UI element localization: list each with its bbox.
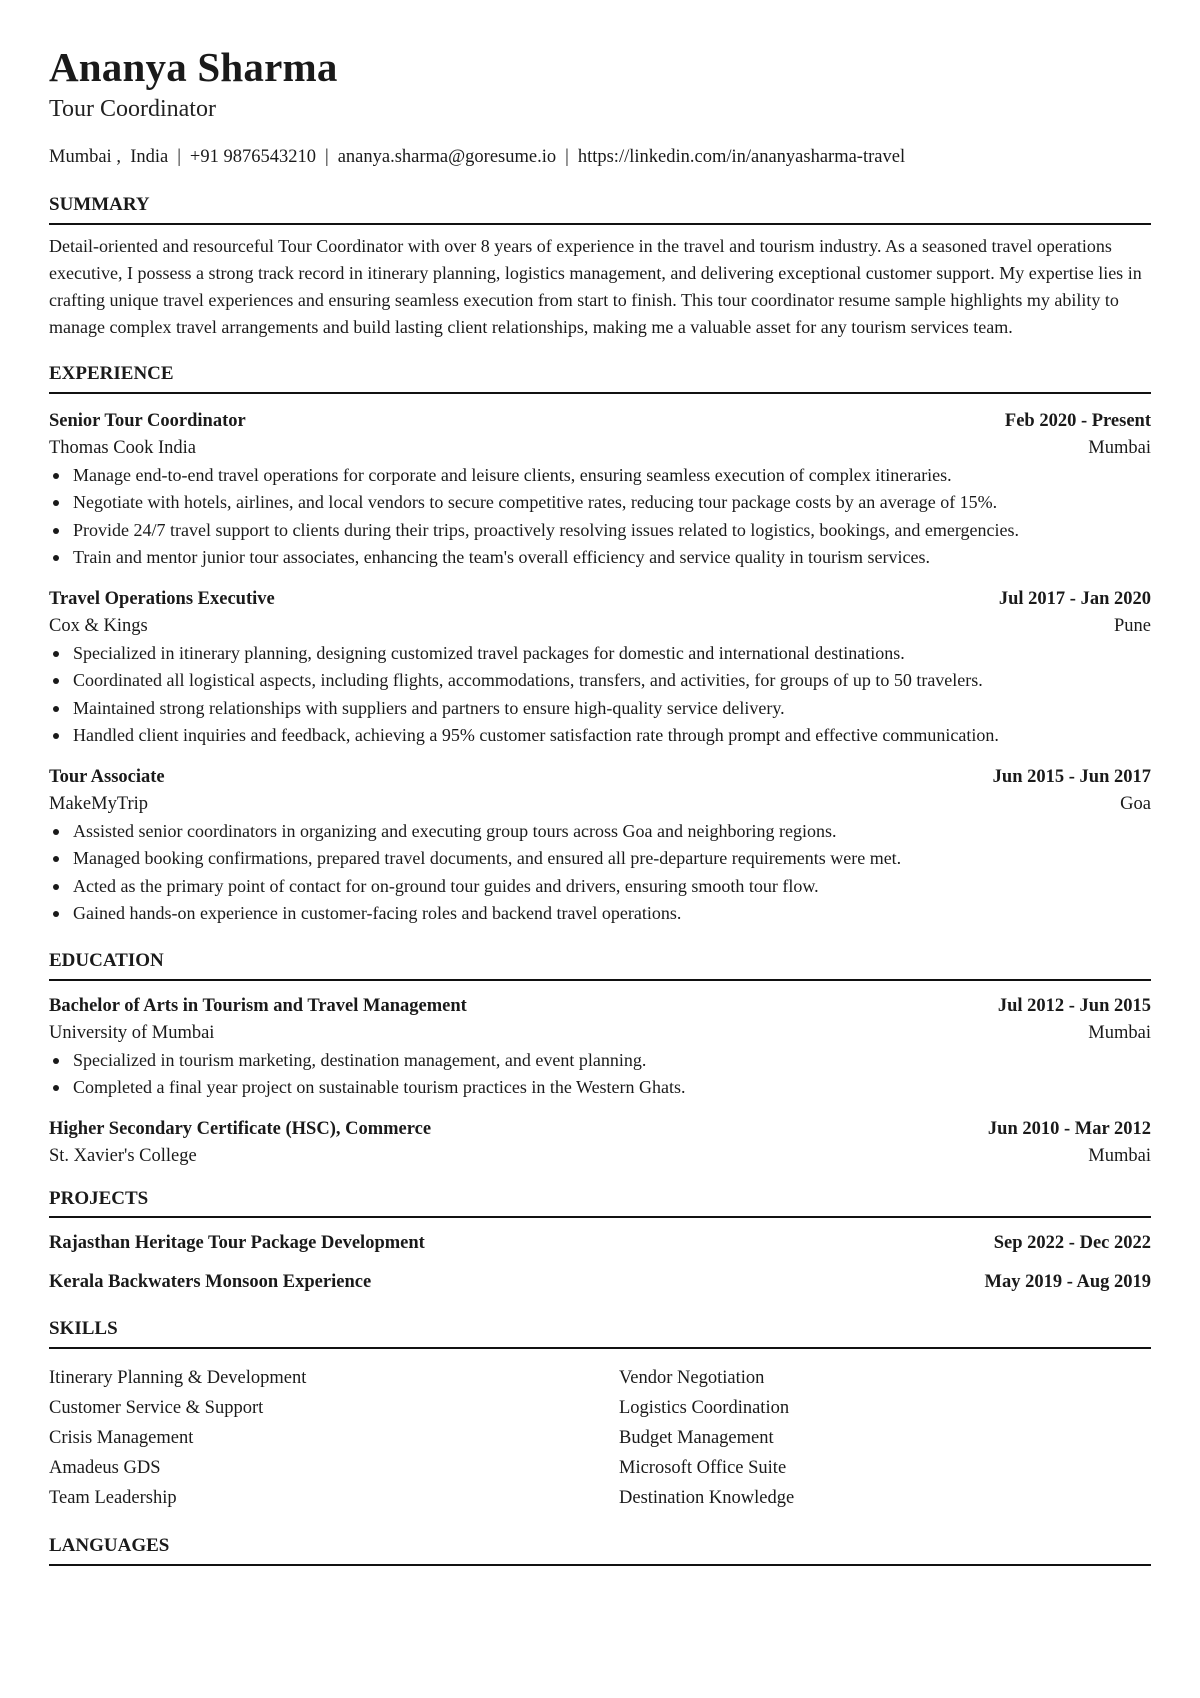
bullet-item: Handled client inquiries and feedback, achieving a 95% customer satisfaction rate through prompt and effective communication. (49, 722, 1151, 750)
skills-section (49, 1318, 1151, 1513)
project-dates: May 2019 - Aug 2019 (984, 1272, 1151, 1293)
skill-item: Vendor Negotiation (619, 1368, 765, 1389)
job-bullets (49, 462, 1151, 572)
project-name: Rajasthan Heritage Tour Package Development (49, 1233, 425, 1254)
skill-item: Destination Knowledge (619, 1488, 795, 1509)
job-dates: Jun 2015 - Jun 2017 (992, 766, 1151, 787)
job-title: Travel Operations Executive (49, 588, 275, 609)
education-dates: Jun 2010 - Mar 2012 (987, 1118, 1151, 1139)
experience-section (49, 363, 1151, 928)
skill-item: Amadeus GDS (49, 1458, 161, 1479)
bullet-item: Coordinated all logistical aspects, including flights, accommodations, transfers, and activities, for groups of up to 50 travelers. (49, 667, 1151, 695)
contact-phone: +91 9876543210 (189, 146, 316, 167)
school-location: Mumbai (1088, 1022, 1151, 1043)
bullet-item: Gained hands-on experience in customer-facing roles and backend travel operations. (49, 900, 1151, 928)
school-name: University of Mumbai (49, 1022, 215, 1043)
project-dates: Sep 2022 - Dec 2022 (993, 1233, 1151, 1254)
education-entry (49, 993, 1151, 1102)
skills-column-right (619, 1363, 1151, 1513)
section-heading: SKILLS (49, 1318, 1151, 1349)
degree-name: Higher Secondary Certificate (HSC), Commerce (49, 1118, 432, 1139)
bullet-item: Specialized in tourism marketing, destination management, and event planning. (49, 1047, 1151, 1075)
education-bullets (49, 1047, 1151, 1102)
skills-column-left (49, 1363, 619, 1513)
bullet-item: Train and mentor junior tour associates, enhancing the team's overall efficiency and service quality in tourism services. (49, 544, 1151, 572)
company-name: Thomas Cook India (49, 437, 196, 458)
bullet-item: Assisted senior coordinators in organizing and executing group tours across Goa and neighboring regions. (49, 818, 1151, 846)
skill-item: Itinerary Planning & Development (49, 1368, 307, 1389)
projects-section (49, 1188, 1151, 1297)
section-heading: EDUCATION (49, 950, 1151, 981)
bullet-item: Managed booking confirmations, prepared travel documents, and ensured all pre-departure requirements were met. (49, 845, 1151, 873)
section-heading: LANGUAGES (49, 1535, 1151, 1566)
skill-item: Budget Management (619, 1428, 774, 1449)
skill-item: Customer Service & Support (49, 1398, 264, 1419)
experience-entry (49, 764, 1151, 928)
education-dates: Jul 2012 - Jun 2015 (997, 995, 1151, 1016)
project-name: Kerala Backwaters Monsoon Experience (49, 1272, 372, 1293)
section-heading: SUMMARY (49, 194, 1151, 225)
bullet-item: Completed a final year project on sustainable tourism practices in the Western Ghats. (49, 1074, 1151, 1102)
section-heading: EXPERIENCE (49, 363, 1151, 394)
bullet-item: Specialized in itinerary planning, designing customized travel packages for domestic and international destinations. (49, 640, 1151, 668)
education-section (49, 950, 1151, 1170)
languages-section (49, 1535, 1151, 1566)
candidate-name: Ananya Sharma (49, 44, 338, 90)
skill-item: Logistics Coordination (619, 1398, 790, 1419)
bullet-item: Acted as the primary point of contact for on-ground tour guides and drivers, ensuring smooth tour flow. (49, 873, 1151, 901)
job-dates: Feb 2020 - Present (1004, 410, 1151, 431)
job-bullets (49, 818, 1151, 928)
school-name: St. Xavier's College (49, 1145, 197, 1166)
contact-line (49, 146, 1151, 168)
project-entry (49, 1230, 1151, 1257)
contact-separator: | (565, 146, 569, 167)
experience-entry (49, 586, 1151, 750)
contact-linkedin[interactable]: https://linkedin.com/in/ananyasharma-travel (577, 146, 906, 167)
contact-email[interactable]: ananya.sharma@goresume.io (337, 146, 557, 167)
bullet-item: Negotiate with hotels, airlines, and local vendors to secure competitive rates, reducing tour package costs by an average of 15%. (49, 489, 1151, 517)
contact-separator: | (324, 146, 329, 167)
bullet-item: Maintained strong relationships with suppliers and partners to ensure high-quality service delivery. (49, 695, 1151, 723)
job-location: Goa (1120, 793, 1151, 814)
skills-grid (49, 1363, 1151, 1513)
candidate-title: Tour Coordinator (49, 96, 216, 123)
skill-item: Team Leadership (49, 1488, 177, 1509)
job-bullets (49, 640, 1151, 750)
job-location: Mumbai (1088, 437, 1151, 458)
education-entry (49, 1116, 1151, 1170)
contact-location: Mumbai , India (49, 146, 169, 167)
job-title: Tour Associate (49, 766, 165, 787)
job-location: Pune (1114, 615, 1151, 636)
school-location: Mumbai (1088, 1145, 1151, 1166)
skill-item: Crisis Management (49, 1428, 194, 1449)
summary-text: Detail-oriented and resourceful Tour Coordinator with over 8 years of experience in the travel and tourism industry. As a seasoned travel operations executive, I possess a strong track record in itinerary planning, logistics management, and delivering exceptional customer support. My expertise lies in crafting unique travel experiences and ensuring seamless execution from start to finish. This tour coordinator resume sample highlights my ability to manage complex travel arrangements and build lasting client relationships, making me a valuable asset for any tourism services team. (49, 235, 1142, 337)
company-name: MakeMyTrip (49, 793, 149, 814)
summary-section (49, 194, 1151, 341)
project-entry (49, 1269, 1151, 1296)
company-name: Cox & Kings (49, 615, 148, 636)
job-title: Senior Tour Coordinator (49, 410, 246, 431)
contact-separator: | (177, 146, 181, 167)
bullet-item: Provide 24/7 travel support to clients during their trips, proactively resolving issues related to logistics, bookings, and emergencies. (49, 517, 1151, 545)
skill-item: Microsoft Office Suite (619, 1458, 787, 1479)
experience-entry (49, 408, 1151, 572)
resume-header (49, 44, 1151, 168)
bullet-item: Manage end-to-end travel operations for corporate and leisure clients, ensuring seamless execution of complex itineraries. (49, 462, 1151, 490)
job-dates: Jul 2017 - Jan 2020 (998, 588, 1151, 609)
section-heading: PROJECTS (49, 1188, 1151, 1219)
degree-name: Bachelor of Arts in Tourism and Travel Management (49, 995, 467, 1016)
